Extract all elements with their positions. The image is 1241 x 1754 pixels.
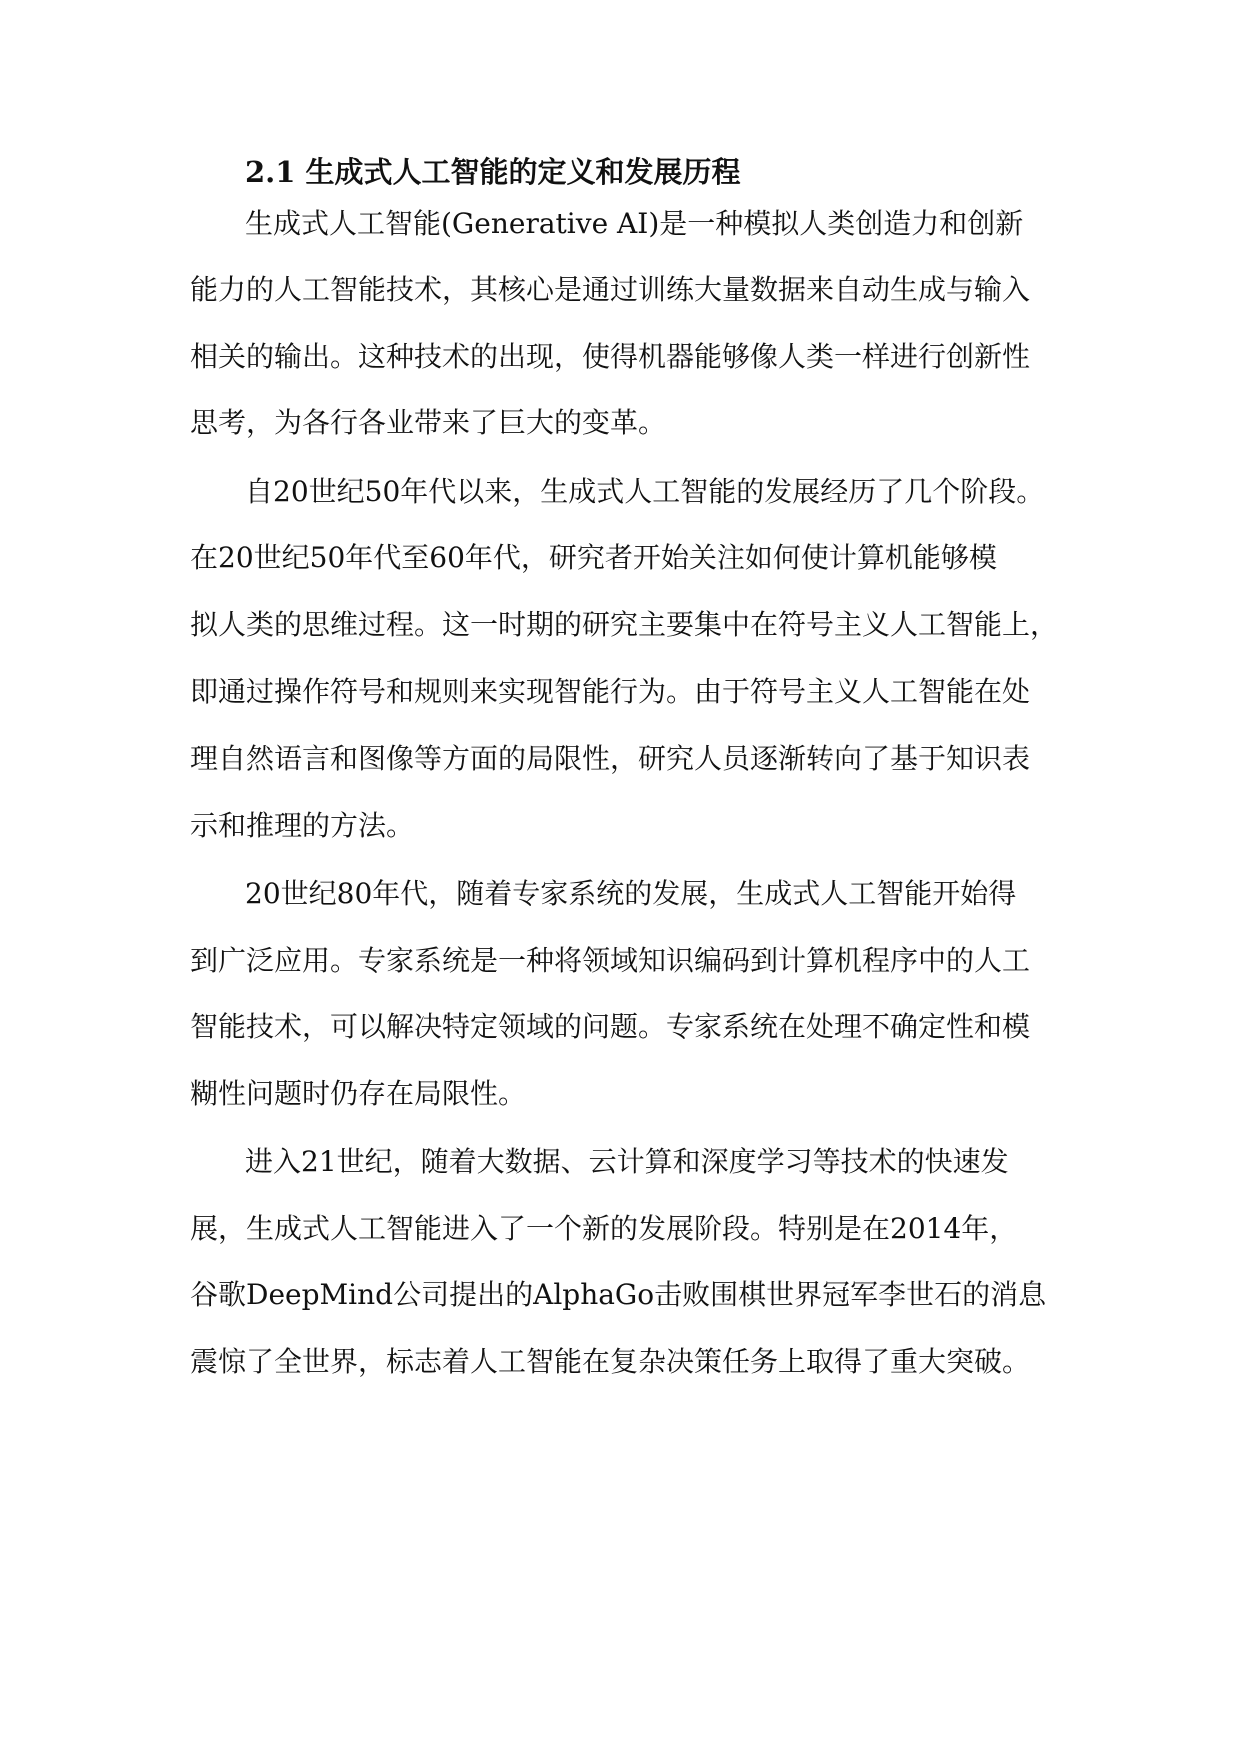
- paragraph-3-line-2: 到广泛应用。专家系统是一种将领域知识编码到计算机程序中的人工: [190, 944, 1031, 977]
- paragraph-1-line-2: 能力的人工智能技术，其核心是通过训练大量数据来自动生成与输入: [190, 273, 1031, 306]
- paragraph-1-line-4: 思考，为各行各业带来了巨大的变革。: [190, 406, 667, 439]
- section-heading: 2.1 生成式人工智能的定义和发展历程: [245, 155, 741, 189]
- paragraph-3-line-1: 20世纪80年代，随着专家系统的发展，生成式人工智能开始得: [245, 877, 1017, 910]
- paragraph-3-line-4: 糊性问题时仍存在局限性。: [190, 1077, 527, 1110]
- paragraph-4-line-3: 谷歌DeepMind公司提出的AlphaGo击败围棋世界冠军李世石的消息: [190, 1278, 1047, 1311]
- paragraph-2-line-3: 拟人类的思维过程。这一时期的研究主要集中在符号主义人工智能上，: [190, 608, 1059, 641]
- paragraph-1-line-1: 生成式人工智能(Generative AI)是一种模拟人类创造力和创新: [245, 207, 1024, 240]
- paragraph-1-line-3: 相关的输出。这种技术的出现，使得机器能够像人类一样进行创新性: [190, 340, 1031, 373]
- paragraph-3-line-3: 智能技术，可以解决特定领域的问题。专家系统在处理不确定性和模: [190, 1010, 1031, 1043]
- paragraph-2-line-6: 示和推理的方法。: [190, 809, 415, 842]
- paragraph-2-line-2: 在20世纪50年代至60年代，研究者开始关注如何使计算机能够模: [190, 541, 997, 574]
- paragraph-4-line-1: 进入21世纪，随着大数据、云计算和深度学习等技术的快速发: [245, 1145, 1009, 1178]
- paragraph-4-line-4: 震惊了全世界，标志着人工智能在复杂决策任务上取得了重大突破。: [190, 1345, 1031, 1378]
- paragraph-2-line-5: 理自然语言和图像等方面的局限性，研究人员逐渐转向了基于知识表: [190, 742, 1031, 775]
- paragraph-4-line-2: 展，生成式人工智能进入了一个新的发展阶段。特别是在2014年，: [190, 1212, 1018, 1245]
- paragraph-2-line-1: 自20世纪50年代以来，生成式人工智能的发展经历了几个阶段。: [245, 475, 1045, 508]
- paragraph-2-line-4: 即通过操作符号和规则来实现智能行为。由于符号主义人工智能在处: [190, 675, 1031, 708]
